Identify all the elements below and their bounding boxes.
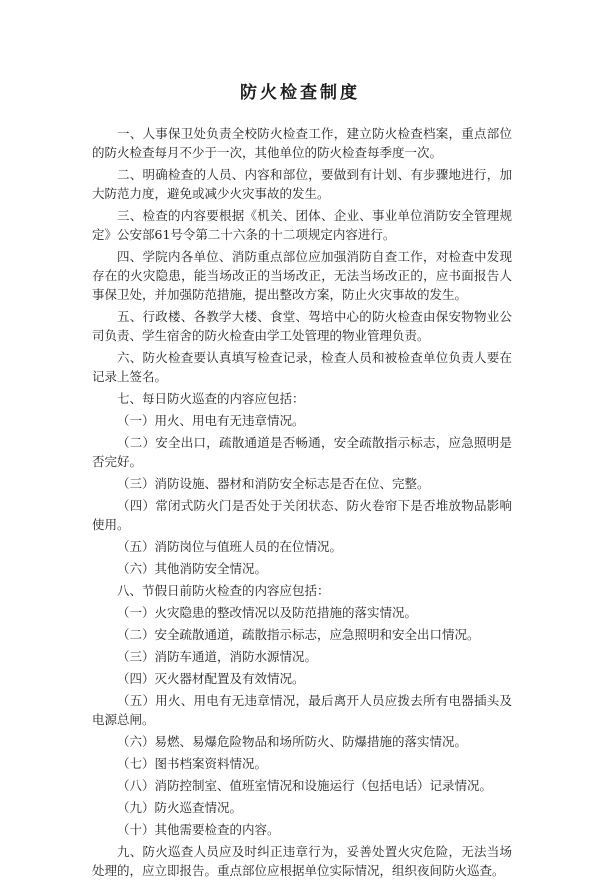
document-title: 防火检查制度 <box>240 83 360 103</box>
section-8-item-2: （二）安全疏散通道，疏散指示标志，应急照明和安全出口情况。 <box>117 627 480 642</box>
section-7-heading: 七、每日防火巡查的内容应包括： <box>117 391 305 406</box>
section-7-item-2: （二）安全出口，疏散通道是否畅通，安全疏散指示标志，应急照明是否完好。 <box>92 435 512 469</box>
paragraph-6: 六、防火检查要认真填写检查记录，检查人员和被检查单位负责人要在记录上签名。 <box>92 350 512 384</box>
paragraph-1: 一、人事保卫处负责全校防火检查工作，建立防火检查档案，重点部位的防火检查每月不少于一次，其他单位的防火检查每季度一次。 <box>92 126 512 160</box>
section-8-item-6: （六）易燃、易爆危险物品和场所防火、防爆措施的落实情况。 <box>117 734 468 749</box>
paragraph-5: 五、行政楼、各教学大楼、食堂、驾培中心的防火检查由保安物物业公司负责、学生宿舍的防火检查由学工处管理的物业管理负责。 <box>92 309 512 343</box>
section-8-heading: 八、节假日前防火检查的内容应包括： <box>117 583 330 598</box>
section-8-item-3: （三）消防车通道，消防水源情况。 <box>117 649 318 664</box>
section-8-item-7: （七）图书档案资料情况。 <box>117 756 268 771</box>
section-7-item-1: （一）用火、用电有无违章情况。 <box>117 413 305 428</box>
paragraph-9: 九、防火巡查人员应及时纠正违章行为，妥善处置火灾危险，无法当场处理的，应立即报告。重点部位应根据单位实际情况，组织夜间防火巡查。 <box>92 844 512 878</box>
section-8-item-10: （十）其他需要检查的内容。 <box>117 822 280 837</box>
section-8-item-1: （一）火灾隐患的整改情况以及防范措施的落实情况。 <box>117 605 418 620</box>
section-8-item-4: （四）灭火器材配置及有效情况。 <box>117 671 305 686</box>
paragraph-3: 三、检查的内容要根据《机关、团体、企业、事业单位消防安全管理规定》公安部61号令第二十六条的十二项规定内容进行。 <box>92 208 512 242</box>
section-8-item-8: （八）消防控制室、值班室情况和设施运行（包括电话）记录情况。 <box>117 778 493 793</box>
paragraph-2: 二、明确检查的人员、内容和部位，要做到有计划、有步骤地进行，加大防范力度，避免或减少火灾事故的发生。 <box>92 167 512 201</box>
document-body <box>92 124 512 883</box>
section-7-item-6: （六）其他消防安全情况。 <box>117 561 268 576</box>
paragraph-4: 四、学院内各单位、消防重点部位应加强消防自查工作，对检查中发现存在的火灾隐患，能当场改正的当场改正，无法当场改正的，应书面报告人事保卫处，并加强防范措施，提出整改方案，防止火灾事故的发生。 <box>92 249 512 302</box>
section-7-item-3: （三）消防设施、器材和消防安全标志是否在位、完整。 <box>117 476 430 491</box>
section-7-item-4: （四）常闭式防火门是否处于关闭状态、防火卷帘下是否堆放物品影响使用。 <box>92 498 512 532</box>
section-7-item-5: （五）消防岗位与值班人员的在位情况。 <box>117 539 343 554</box>
section-8-item-9: （九）防火巡查情况。 <box>117 800 243 815</box>
section-8-item-5: （五）用火、用电有无违章情况，最后离开人员应拨去所有电器插头及电源总闸。 <box>92 693 512 727</box>
